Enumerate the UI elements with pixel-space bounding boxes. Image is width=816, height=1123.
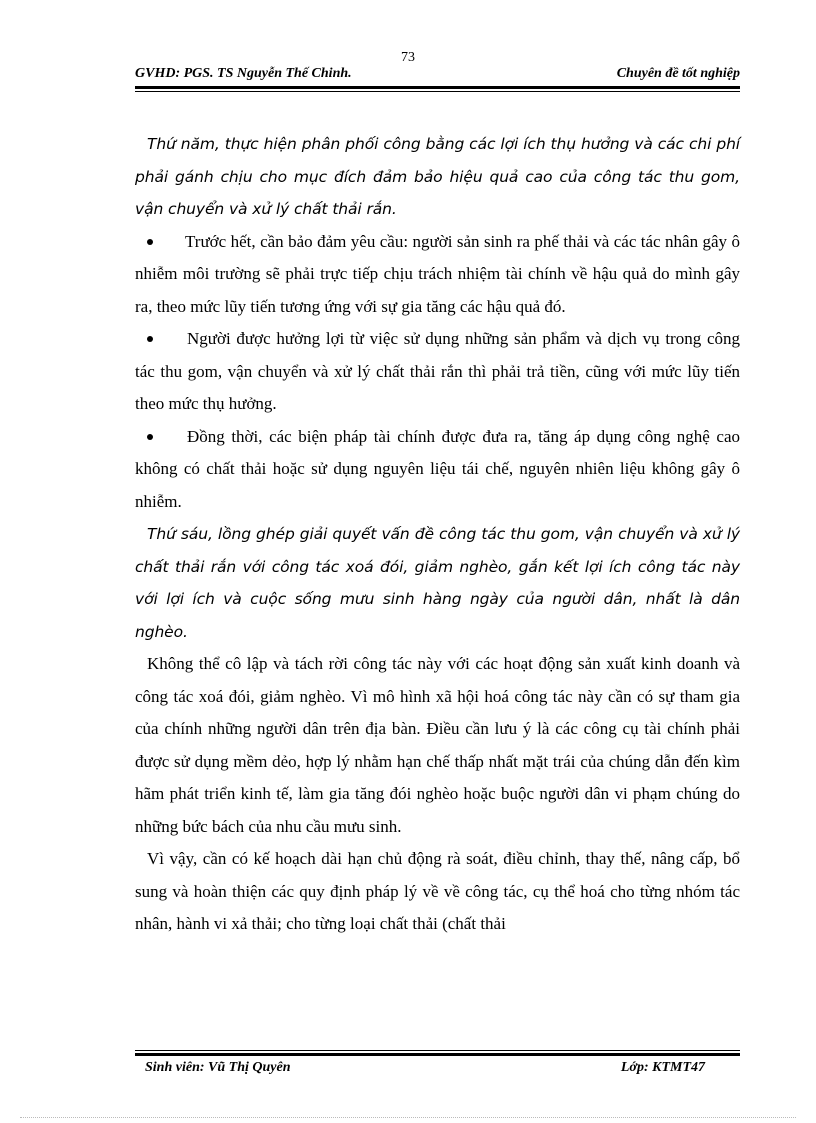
header-advisor: GVHD: PGS. TS Nguyễn Thế Chinh.	[135, 66, 352, 81]
bullet-icon	[147, 336, 153, 342]
bullet-icon	[147, 239, 153, 245]
page-footer	[145, 1060, 705, 1076]
bullet-icon	[147, 434, 153, 440]
header-document-type: Chuyên đề tốt nghiệp	[616, 66, 740, 81]
bullet-item	[135, 226, 740, 324]
bullet-item	[135, 323, 740, 421]
footer-student: Sinh viên: Vũ Thị Quyên	[145, 1060, 291, 1075]
paragraph-fifth: Thứ năm, thực hiện phân phối công bằng các lợi ích thụ hưởng và các chi phí phải gánh chịu cho mục đích đảm bảo hiệu quả cao của công tác thu gom, vận chuyển và xử lý chất thải rắn.	[135, 135, 740, 218]
bullet-text: Trước hết, cần bảo đảm yêu cầu: người sản sinh ra phế thải và các tác nhân gây ô nhiễm môi trường sẽ phải trực tiếp chịu trách nhiệm tài chính về hậu quả do mình gây ra, theo mức lũy tiến tương ứng với sự gia tăng các hậu quả đó.	[135, 231, 740, 316]
bullet-text: Đồng thời, các biện pháp tài chính được đưa ra, tăng áp dụng công nghệ cao không có chất thải hoặc sử dụng nguyên liệu tái chế, nguyên nhiên liệu không gây ô nhiễm.	[135, 426, 740, 511]
page-number: 73	[401, 50, 415, 65]
page-bottom-divider	[20, 1117, 796, 1118]
header-rule	[135, 86, 740, 92]
document-body	[135, 128, 740, 941]
bullet-text: Người được hưởng lợi từ việc sử dụng những sản phẩm và dịch vụ trong công tác thu gom, vận chuyển và xử lý chất thải rắn thì phải trả tiền, cũng với mức lũy tiến theo mức thụ hưởng.	[135, 329, 740, 413]
paragraph-sixth: Thứ sáu, lồng ghép giải quyết vấn đề công tác thu gom, vận chuyển và xử lý chất thải rắn với công tác xoá đói, giảm nghèo, gắn kết lợi ích công tác này với lợi ích và cuộc sống mưu sinh hàng ngày của người dân, nhất là dân nghèo.	[135, 525, 740, 641]
bullet-item	[135, 421, 740, 519]
footer-class: Lớp: KTMT47	[620, 1060, 705, 1075]
page-header	[135, 66, 740, 82]
footer-rule	[135, 1050, 740, 1056]
paragraph: Vì vậy, cần có kế hoạch dài hạn chủ động rà soát, điều chỉnh, thay thế, nâng cấp, bổ sung và hoàn thiện các quy định pháp lý về về công tác, cụ thể hoá cho từng nhóm tác nhân, hành vi xả thải; cho từng loại chất thải (chất thải	[135, 849, 740, 933]
paragraph: Không thể cô lập và tách rời công tác này với các hoạt động sản xuất kinh doanh và công tác xoá đói, giảm nghèo. Vì mô hình xã hội hoá công tác này cần có sự tham gia của chính những người dân trên địa bàn. Điều cần lưu ý là các công cụ tài chính phải được sử dụng mềm dẻo, hợp lý nhằm hạn chế thấp nhất mặt trái của chúng dẫn đến kìm hãm phát triển kinh tế, làm gia tăng đói nghèo hoặc buộc người dân vi phạm chúng do những bức bách của nhu cầu mưu sinh.	[135, 654, 740, 836]
